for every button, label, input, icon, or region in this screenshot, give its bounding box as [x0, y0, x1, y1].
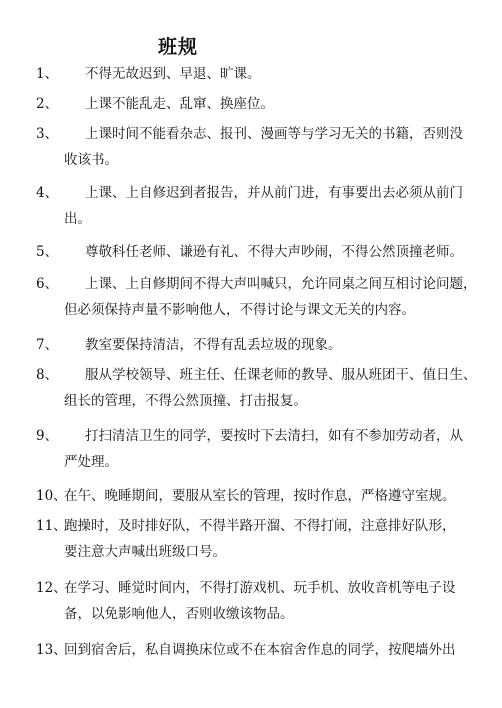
rule-number: 11、: [36, 518, 67, 534]
rule-number: 9、: [36, 428, 59, 444]
rule-12: [36, 575, 476, 627]
rule-5: [36, 239, 476, 265]
rule-text: 上课不能乱走、乱窜、换座位。: [85, 96, 274, 112]
rule-1: [36, 61, 476, 87]
rule-6: [36, 271, 476, 323]
rule-text: 回到宿舍后，私自调换床位或不在本宿舍作息的同学，按爬墙外出: [64, 642, 456, 658]
document-title: 班规: [158, 36, 199, 58]
rule-number: 12、: [36, 580, 67, 596]
rule-7: [36, 332, 476, 358]
rule-number: 4、: [36, 185, 59, 201]
rule-number: 1、: [36, 66, 59, 82]
rule-number: 7、: [36, 337, 59, 353]
rule-text: 打扫清洁卫生的同学，要按时下去清扫，如有不参加劳动者，从: [85, 428, 463, 444]
rule-text: 服从学校领导、班主任、任课老师的教导、服从班团干、值日生、: [85, 367, 477, 383]
rule-11: [36, 513, 476, 565]
rule-text: 尊敬科任老师、谦逊有礼、不得大声吵闹，不得公然顶撞老师。: [85, 244, 463, 260]
rule-text-continued: 要注意大声喊出班级口号。: [64, 544, 226, 560]
rule-text: 上课、上自修期间不得大声叫喊只，允许同桌之间互相讨论问题，: [85, 276, 477, 292]
rule-text: 教室要保持清洁，不得有乱丢垃圾的现象。: [85, 337, 342, 353]
rule-text: 不得无故迟到、早退、旷课。: [85, 66, 261, 82]
rule-text: 在午、晚睡期间，要服从室长的管理，按时作息，严格遵守室规。: [64, 488, 456, 504]
rule-number: 8、: [36, 367, 59, 383]
rule-number: 6、: [36, 276, 59, 292]
rule-number: 13、: [36, 642, 67, 658]
rule-number: 5、: [36, 244, 59, 260]
rule-4: [36, 180, 476, 232]
rule-9: [36, 423, 476, 475]
rule-text-continued: 出。: [64, 211, 91, 227]
rule-text: 上课时间不能看杂志、报刊、漫画等与学习无关的书籍，否则没: [85, 126, 463, 142]
rule-number: 10、: [36, 488, 67, 504]
rule-text: 跑操时，及时排好队，不得半路开溜、不得打闹，注意排好队形，: [64, 518, 456, 534]
rule-number: 3、: [36, 126, 59, 142]
rule-10: [36, 483, 476, 509]
rule-number: 2、: [36, 96, 59, 112]
rule-8: [36, 362, 476, 414]
rule-text-continued: 组长的管理，不得公然顶撞、打击报复。: [64, 393, 307, 409]
rule-text-continued: 严处理。: [64, 454, 118, 470]
rule-13: [36, 637, 476, 663]
rule-text-continued: 但必须保持声量不影响他人，不得讨论与课文无关的内容。: [64, 302, 415, 318]
rule-text-continued: 备，以免影响他人，否则收缴该物品。: [64, 606, 294, 622]
rule-3: [36, 121, 476, 173]
rule-text: 上课、上自修迟到者报告，并从前门进，有事要出去必须从前门: [85, 185, 463, 201]
rule-text-continued: 收该书。: [64, 152, 118, 168]
rule-text: 在学习、睡觉时间内，不得打游戏机、玩手机、放收音机等电子设: [64, 580, 456, 596]
rule-2: [36, 91, 476, 117]
